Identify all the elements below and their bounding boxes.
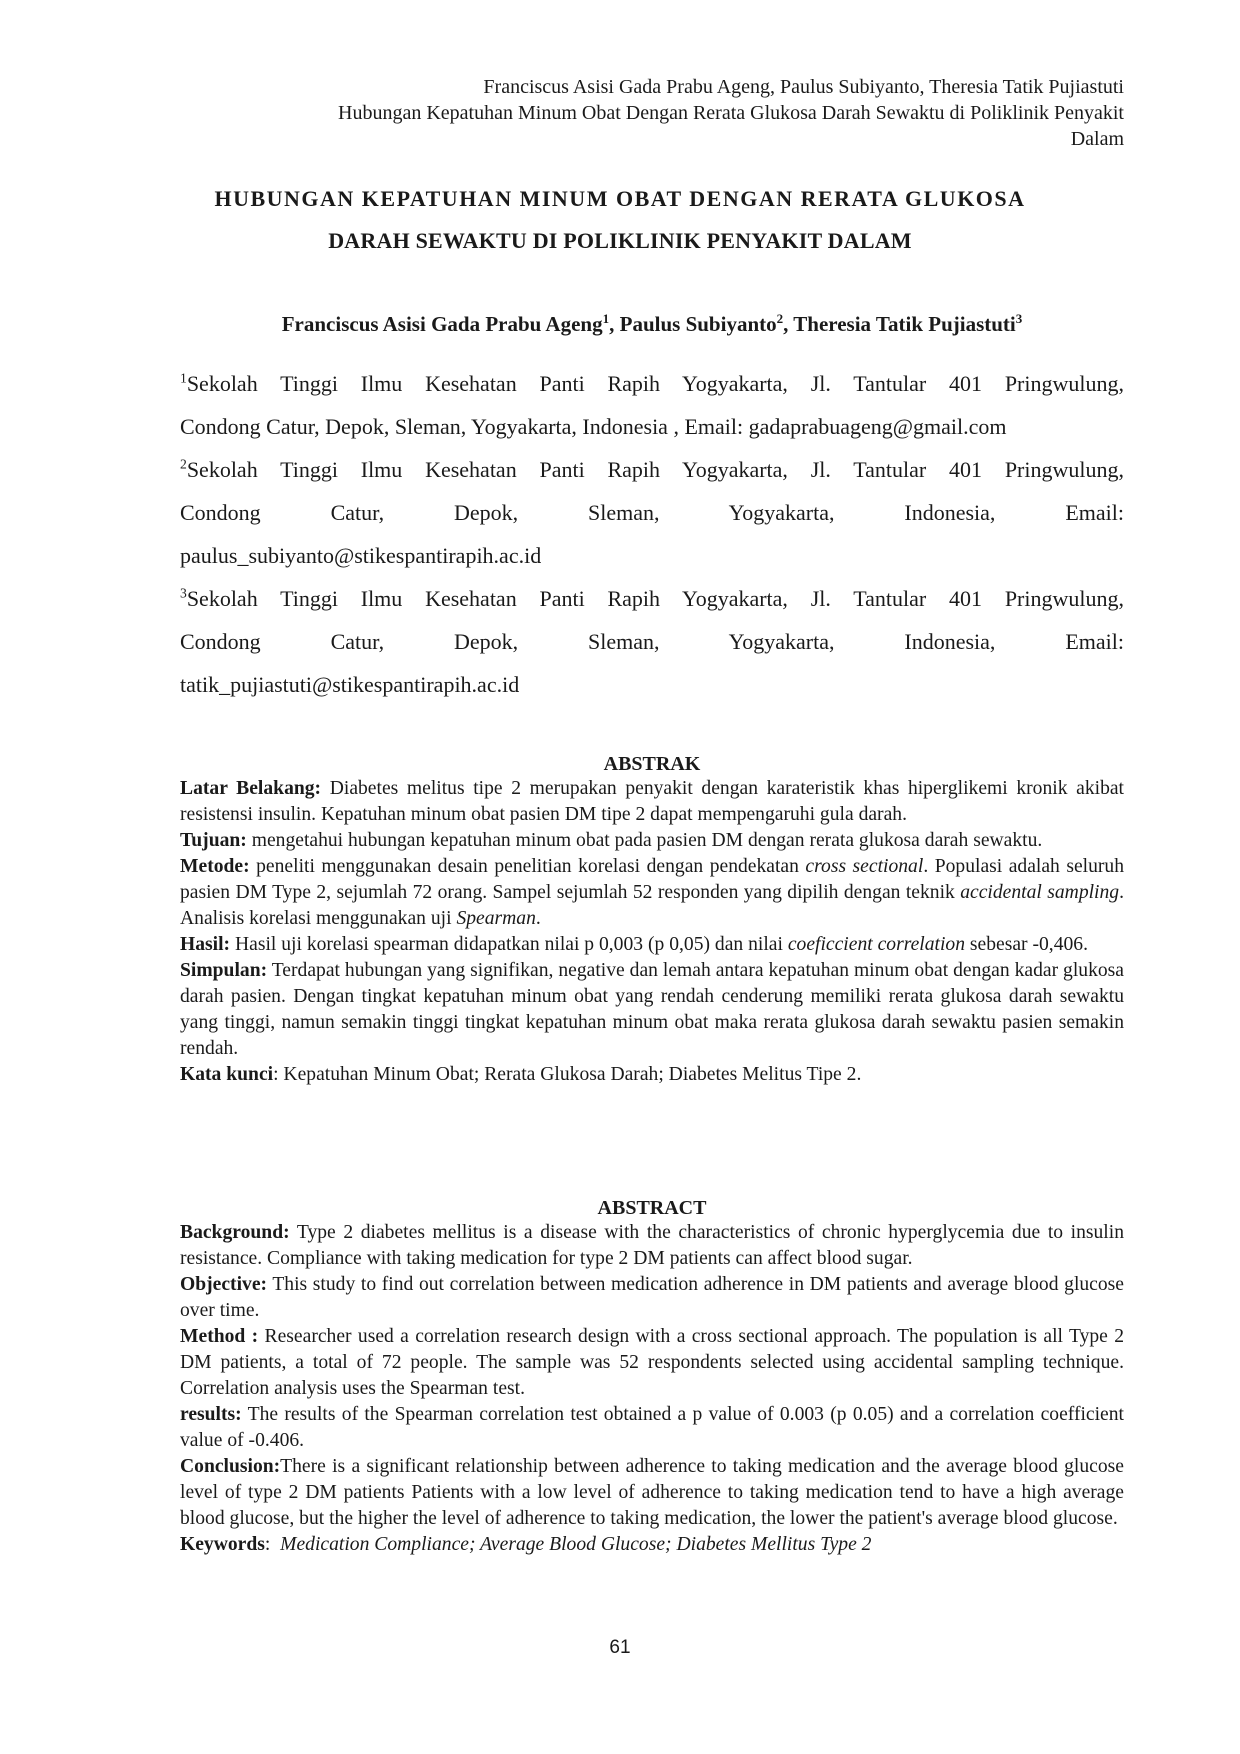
affiliation-mark: 1 [180, 370, 187, 386]
affiliation-3 [180, 577, 1124, 706]
affiliation-email: paulus_subiyanto@stikespantirapih.ac.id [180, 543, 542, 568]
abstrak-tujuan [180, 828, 1124, 854]
abstract-conclusion [180, 1454, 1124, 1532]
section-text: The results of the Spearman correlation test obtained a p value of 0.003 (p 0.05) and a correlation coefficient value of -0.406. [180, 1404, 1124, 1451]
author-affiliation-mark: 1 [602, 311, 610, 326]
section-label: Latar Belakang: [180, 778, 322, 799]
affiliation-mark: 2 [180, 456, 187, 472]
affiliation-line [180, 448, 1124, 491]
section-text: There is a significant relationship between adherence to taking medication and the average blood glucose level of type 2 DM patients Patients with a low level of adherence to taking medication tend to have a high average blood glucose, but the higher the level of adherence to taking medication, the lower the patient's average blood glucose. [180, 1456, 1124, 1529]
running-header [180, 74, 1124, 152]
section-text: peneliti menggunakan desain penelitian korelasi dengan pendekatan [249, 856, 806, 877]
author-name: Franciscus Asisi Gada Prabu Ageng [281, 312, 603, 336]
section-label: results: [180, 1404, 242, 1425]
page-number: 61 [609, 1637, 631, 1658]
affiliation-2 [180, 448, 1124, 577]
section-text: . [535, 908, 541, 929]
abstrak-latar-belakang [180, 776, 1124, 828]
affiliation-line [180, 362, 1124, 405]
section-text: sebesar -0,406. [965, 934, 1088, 955]
affiliation-1 [180, 362, 1124, 448]
author-affiliation-mark: 3 [1015, 311, 1023, 326]
abstrak-heading: ABSTRAK [603, 753, 701, 775]
section-emphasis: Spearman [456, 908, 536, 929]
affiliation-text: Sekolah Tinggi Ilmu Kesehatan Panti Rapih Yogyakarta, Jl. Tantular 401 Pringwulung, [186, 371, 1124, 396]
abstrak-hasil [180, 932, 1124, 958]
section-text: Terdapat hubungan yang signifikan, negative dan lemah antara kepatuhan minum obat dengan kadar glukosa darah pasien. Dengan tingkat kepatuhan minum obat yang rendah cenderung memiliki rerata glukosa darah sewaktu yang tinggi, namun semakin tinggi tingkat kepatuhan minum obat maka rerata glukosa darah sewaktu pasien semakin rendah. [180, 960, 1124, 1059]
affiliation-mark: 3 [180, 585, 187, 601]
section-emphasis: cross sectional [805, 856, 924, 877]
running-header-title: Hubungan Kepatuhan Minum Obat Dengan Rerata Glukosa Darah Sewaktu di Poliklinik Penyakit [338, 102, 1124, 124]
affiliation-text: Condong Catur, Depok, Sleman, Yogyakarta, Indonesia, Email: [180, 629, 1124, 654]
section-text: Type 2 diabetes mellitus is a disease with the characteristics of chronic hyperglycemia due to insulin resistance. Compliance with taking medication for type 2 DM patients can affect blood sugar. [180, 1222, 1124, 1269]
abstrak-simpulan [180, 958, 1124, 1062]
affiliation-text: Sekolah Tinggi Ilmu Kesehatan Panti Rapih Yogyakarta, Jl. Tantular 401 Pringwulung, [186, 586, 1124, 611]
section-emphasis: accidental sampling [960, 882, 1120, 903]
section-text: : [264, 1534, 281, 1555]
section-text: Diabetes melitus tipe 2 merupakan penyakit dengan karateristik khas hiperglikemi kronik akibat resistensi insulin. Kepatuhan minum obat pasien DM tipe 2 dapat mempengaruhi gula darah. [180, 778, 1125, 825]
paper-title-line-1: HUBUNGAN KEPATUHAN MINUM OBAT DENGAN RERATA GLUKOSA [214, 186, 1026, 211]
abstract-heading: ABSTRACT [597, 1197, 707, 1219]
section-label: Objective: [180, 1274, 268, 1295]
affiliation-email: tatik_pujiastuti@stikespantirapih.ac.id [180, 672, 520, 697]
section-emphasis: coeficcient correlation [787, 934, 966, 955]
affiliation-text: Condong Catur, Depok, Sleman, Yogyakarta, Indonesia , Email: gadaprabuageng@gmail.com [180, 414, 1007, 439]
affiliation-text: Sekolah Tinggi Ilmu Kesehatan Panti Rapih Yogyakarta, Jl. Tantular 401 Pringwulung, [186, 457, 1124, 482]
abstract-objective [180, 1272, 1124, 1324]
section-text: : Kepatuhan Minum Obat; Rerata Glukosa Darah; Diabetes Melitus Tipe 2. [273, 1064, 862, 1085]
paper-title-line-2: DARAH SEWAKTU DI POLIKLINIK PENYAKIT DALAM [328, 228, 912, 253]
author-list: Franciscus Asisi Gada Prabu Ageng$^1$, Paulus Subiyanto$^2$, Theresia Tatik Pujiastuti$^3$ [281, 311, 1023, 336]
section-label: Simpulan: [180, 960, 268, 981]
abstract-method [180, 1324, 1124, 1402]
section-text: . Populasi adalah seluruh pasien DM Type 2, sejumlah 72 orang. Sampel sejumlah 52 responden yang dipilih dengan teknik [180, 856, 1125, 903]
section-label: Keywords [180, 1534, 265, 1555]
section-text: . Analisis korelasi menggunakan uji [180, 882, 1125, 929]
section-text: This study to find out correlation between medication adherence in DM patients and average blood glucose over time. [180, 1274, 1124, 1321]
section-emphasis: Medication Compliance; Average Blood Glucose; Diabetes Mellitus Type 2 [280, 1534, 872, 1555]
abstrak-kata-kunci [180, 1062, 1124, 1088]
author-name: Paulus Subiyanto [619, 312, 777, 336]
section-text: Researcher used a correlation research design with a cross sectional approach. The population is all Type 2 DM patients, a total of 72 people. The sample was 52 respondents selected using accidental sampling technique. Correlation analysis uses the Spearman test. [180, 1326, 1125, 1399]
abstrak-body [180, 776, 1124, 1088]
running-header-authors: Franciscus Asisi Gada Prabu Ageng, Paulus Subiyanto, Theresia Tatik Pujiastuti [483, 76, 1124, 98]
abstract-background [180, 1220, 1124, 1272]
paper-title [150, 178, 1090, 262]
abstract-keywords [180, 1532, 1124, 1558]
section-label: Background: [180, 1222, 290, 1243]
abstrak-metode [180, 854, 1124, 932]
section-text: mengetahui hubungan kepatuhan minum obat pada pasien DM dengan rerata glukosa darah sewaktu. [246, 830, 1043, 851]
section-label: Kata kunci [180, 1064, 274, 1085]
section-label: Tujuan: [180, 830, 247, 851]
section-label: Metode: [180, 856, 250, 877]
author-affiliation-mark: 2 [776, 311, 784, 326]
section-label: Method : [180, 1326, 259, 1347]
section-label: Conclusion: [180, 1456, 281, 1477]
author-name: Theresia Tatik Pujiastuti [793, 312, 1016, 336]
abstract-results [180, 1402, 1124, 1454]
section-text: Hasil uji korelasi spearman didapatkan nilai p 0,003 (p 0,05) dan nilai [230, 934, 788, 955]
affiliation-line [180, 577, 1124, 620]
abstract-body [180, 1220, 1124, 1558]
affiliation-text: Condong Catur, Depok, Sleman, Yogyakarta, Indonesia, Email: [180, 500, 1124, 525]
running-header-title-cont: Dalam [1070, 128, 1124, 150]
section-label: Hasil: [180, 934, 231, 955]
